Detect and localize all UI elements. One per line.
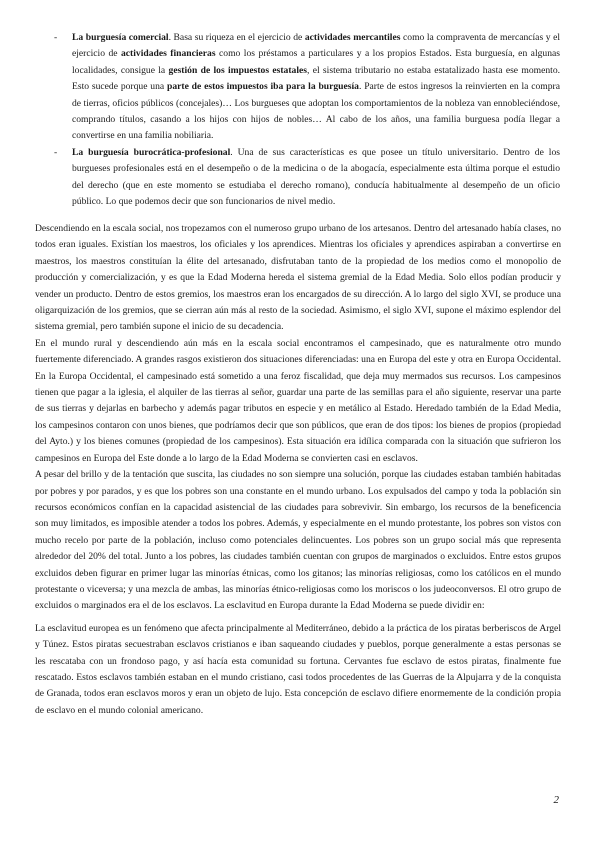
list-item-text: La burguesía burocrática-profesional. Una de sus características es que posee un título universitario. Dentro de los burgueses profesionales está en el desempeño o de la medicina o de la abogacía, especialmente esta última porque el estudio del derecho (que en este momento se estudiaba el derecho romano), conducía habitualmente al desempeño de un oficio público. Lo que podemos decir que son funcionarios de nivel medio. <box>72 146 560 208</box>
paragraph-esclavitud: La esclavitud europea es un fenómeno que afecta principalmente al Mediterráneo, debido a la práctica de los piratas berberiscos de Argel y Túnez. Estos piratas secuestraban esclavos cristianos e iban saqueando ciudades y pueblos, porque generalmente a estas personas se les rescataba con un frondoso pago, y así hacía esta comunidad su fortuna. Cervantes fue esclavo de estos piratas, finalmente fue rescatado. Estos esclavos también estaban en el mundo cristiano, casi todos procedentes de las Guerras de la Alpujarra y de la conquista de Granada, todos eran esclavos moros y eran un objeto de lujo. Esta concepción de esclavo difiere enormemente de la condición propia de esclavo en el mundo colonial americano. <box>35 622 561 716</box>
burguesia-list <box>54 30 560 210</box>
paragraph-ciudades: A pesar del brillo y de la tentación que suscita, las ciudades no son siempre una solución, porque las ciudades estaban también habitadas por pobres y por parados, y es que los pobres son una constante en el mundo urbano. Los expulsados del campo y toda la población sin recursos económicos confían en la capacidad asistencial de las ciudades para sobrevivir. Sin embargo, los recursos de la beneficencia son muy limitados, es imposible atender a todos los pobres. Además, y especialmente en el mundo protestante, los pobres son vistos con mucho recelo por parte de la población, incluso como potenciales delincuentes. Los pobres son un grupo social más que representa alrededor del 20% del total. Junto a los pobres, las ciudades también cuentan con grupos de marginados o excluidos. Entre estos grupos excluidos deben figurar en primer lugar las minorías étnicas, como los gitanos; las minorías religiosas, como los católicos en el mundo protestante o viceversa; y una mezcla de ambas, las minorías étnico-religiosas como los moriscos o los judeoconversos. El otro grupo de excluidos o marginados era el de los esclavos. La esclavitud en Europa durante la Edad Moderna se puede dividir en: <box>35 469 561 612</box>
list-bullet: - <box>54 146 58 158</box>
list-bullet: - <box>54 32 58 43</box>
list-item-text: La burguesía comercial. Basa su riqueza en el ejercicio de actividades mercantiles como la compraventa de mercancías y el ejercicio de actividades financieras como los préstamos a particulares y a los propios Estados. Esta burguesía, en algunas localidades, consigue la gestión de los impuestos estatales, el sistema tributario no estaba estatalizado hasta ese momento. Esto sucede porque una parte de estos impuestos iba para la burguesía. Parte de estos ingresos la reinvierten en la compra de tierras, oficios públicos (concejales)… Los burgueses que adoptan los comportamientos de la nobleza van ennobleciéndose, comprando títulos, casando a los hijos con hijos de nobles… Al cabo de los años, una familia burguesa podía llegar a convertirse en una familia nobiliaria. <box>72 32 561 142</box>
body-text <box>35 221 561 719</box>
paragraph-artesanos: Descendiendo en la escala social, nos tropezamos con el numeroso grupo urbano de los artesanos. Dentro del artesanado había clases, no todos eran iguales. Existían los maestros, los oficiales y los aprendices. Mientras los oficiales y aprendices aspiraban a convertirse en maestros, los maestros constituían la élite del artesanado, disfrutaban tanto de la propiedad de los medios como el monopolio de producción y comercialización, y es que la Edad Moderna hereda el sistema gremial de la Edad Media. Solo ellos podían producir y vender un producto. Dentro de estos gremios, los maestros eran los encargados de su dirección. A lo largo del siglo XVI, se produce una oligarquización de los gremios, que se cierran aún más al resto de la sociedad. Asimismo, el siglo XVI, supone el máximo esplendor del sistema gremial, pero también supone el inicio de su decadencia. <box>35 223 561 333</box>
paragraph-campesinado: En el mundo rural y descendiendo aún más en la escala social encontramos el campesinado, que es naturalmente otro mundo fuertemente diferenciado. A grandes rasgos existieron dos situaciones diferenciadas: una en Europa del este y otra en Europa Occidental. En la Europa Occidental, el campesinado está sometido a una feroz fiscalidad, que deja muy mermados sus recursos. Los campesinos tienen que pagar a la iglesia, el alquiler de las tierras al señor, guardar una parte de las semillas para el año siguiente, reservar una parte de sus tierras y dejarlas en barbecho y además pagar tributos en especie y en metálico al Estado. Heredado también de la Edad Media, los campesinos contaron con unos bienes, que podríamos decir que son públicos, que eran de dos tipos: los bienes de propios (propiedad del Ayto.) y los bienes comunes (propiedad de los campesinos). Esta situación era idílica comparada con la situación que sufrieron los campesinos en Europa del Este donde a lo largo de la Edad Moderna se convierten casi en esclavos. <box>35 337 561 464</box>
list-item <box>54 30 560 145</box>
list-item <box>54 145 560 211</box>
page-number: 2 <box>553 794 559 806</box>
